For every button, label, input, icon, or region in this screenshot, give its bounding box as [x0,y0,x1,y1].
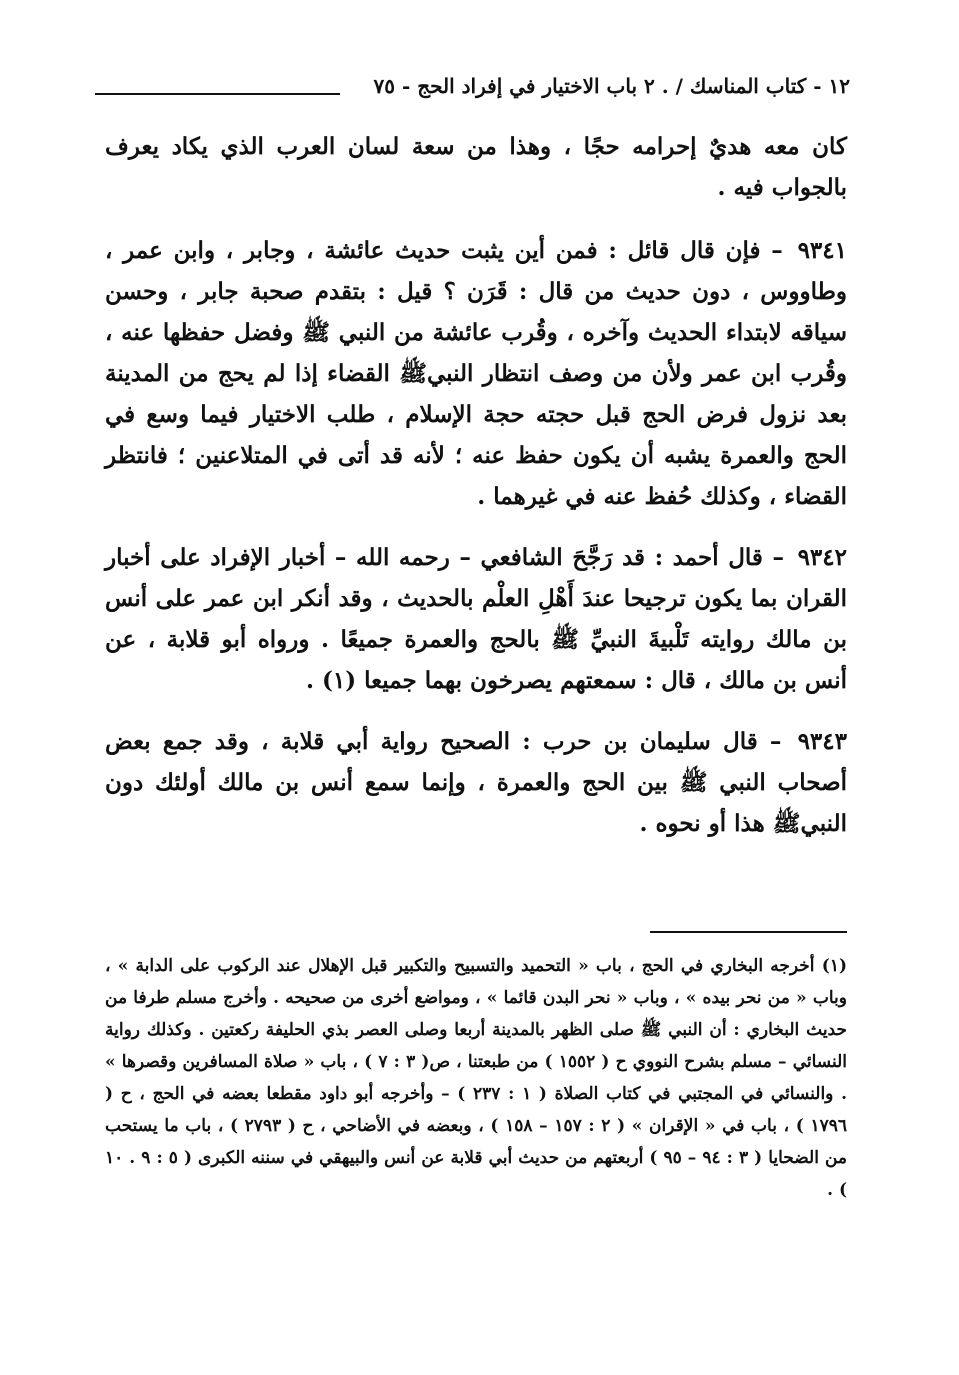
running-header [95,70,850,106]
paragraph-text: – فإن قال قائل : فمن أين يثبت حديث عائشة ، وجابر ، وابن عمر ، وطاووس ، دون حديث من قال : قَرَن ؟ قيل : بتقدم صحبة جابر ، وحسن سياقه لابتداء الحديث وآخره ، وقُرب عائشة من النبي ﷺ وفضل حفظها عنه ، وقُرب ابن عمر ولأن من وصف انتظار النبيﷺ القضاء إذا لم يحج من المدينة بعد نزول فرض الحج قبل حجته حجة الإسلام ، طلب الاختيار فيما وسع في الحج والعمرة يشبه أن يكون حفظ عنه ؛ لأنه قد أتى في المتلاعنين ؛ فانتظر القضاء ، وكذلك حُفظ عنه في غيرهما . [105,237,847,510]
paragraph-text: – قال سليمان بن حرب : الصحيح رواية أبي قلابة ، وقد جمع بعض أصحاب النبي ﷺ بين الحج والعمرة ، وإنما سمع أنس بن مالك أولئك دون النبيﷺ هذا أو نحوه . [105,728,847,837]
paragraph-9343 [105,721,847,844]
intro-paragraph: كان معه هديٌ إحرامه حجًا ، وهذا من سعة لسان العرب الذي يكاد يعرف بالجواب فيه . [105,133,847,201]
paragraph-9342 [105,537,847,701]
paragraph-number: ٩٣٤٢ [797,544,847,571]
paragraph-9341 [105,230,847,517]
main-text [105,126,847,864]
footnote-separator [650,931,847,933]
header-rule [95,93,340,95]
footnotes [105,950,847,1206]
running-title: ١٢ - كتاب المناسك / . ٢ باب الاختيار في إفراد الحج - ٧٥ [373,74,850,98]
footnote-1: (١) أخرجه البخاري في الحج ، باب « التحميد والتسبيح والتكبير قبل الإهلال عند الركوب على الدابة » ، وباب « من نحر بيده » ، وباب « نحر البدن قائما » ، ومواضع أخرى من صحيحه . وأخرج مسلم طرفا من حديث البخاري : أن النبي ﷺ صلى الظهر بالمدينة أربعا وصلى العصر بذي الحليفة ركعتين . وكذلك رواية النسائي – مسلم بشرح النووي ح ( ١٥٥٢ ) من طبعتنا ، ص( ٣ : ٧ ) ، باب « صلاة المسافرين وقصرها » . والنسائي في المجتبي في كتاب الصلاة ( ١ : ٢٣٧ ) – وأخرجه أبو داود مقطعا بعضه في الحج ، ح ( ١٧٩٦ ) ، باب في « الإقران » ( ٢ : ١٥٧ – ١٥٨ ) ، وبعضه في الأضاحي ، ح ( ٢٧٩٣ ) ، باب ما يستحب من الضحايا ( ٣ : ٩٤ – ٩٥ ) أربعتهم من حديث أبي قلابة عن أنس والبيهقي في سننه الكبرى ( ٥ : ٩ . ١٠ ) . [105,956,847,1200]
paragraph-number: ٩٣٤١ [797,237,847,264]
paragraph-text: – قال أحمد : قد رَجَّحَ الشافعي – رحمه الله – أخبار الإفراد على أخبار القران بما يكون ترجيحا عندَ أَهْلِ العلْم بالحديث ، وقد أنكر ابن عمر على أنس بن مالك روايته تَلْبيةَ النبيِّ ﷺ بالحج والعمرة جميعًا . ورواه أبو قلابة ، عن أنس بن مالك ، قال : سمعتهم يصرخون بهما جميعا (١) . [105,544,847,694]
paragraph-number: ٩٣٤٣ [797,728,847,755]
